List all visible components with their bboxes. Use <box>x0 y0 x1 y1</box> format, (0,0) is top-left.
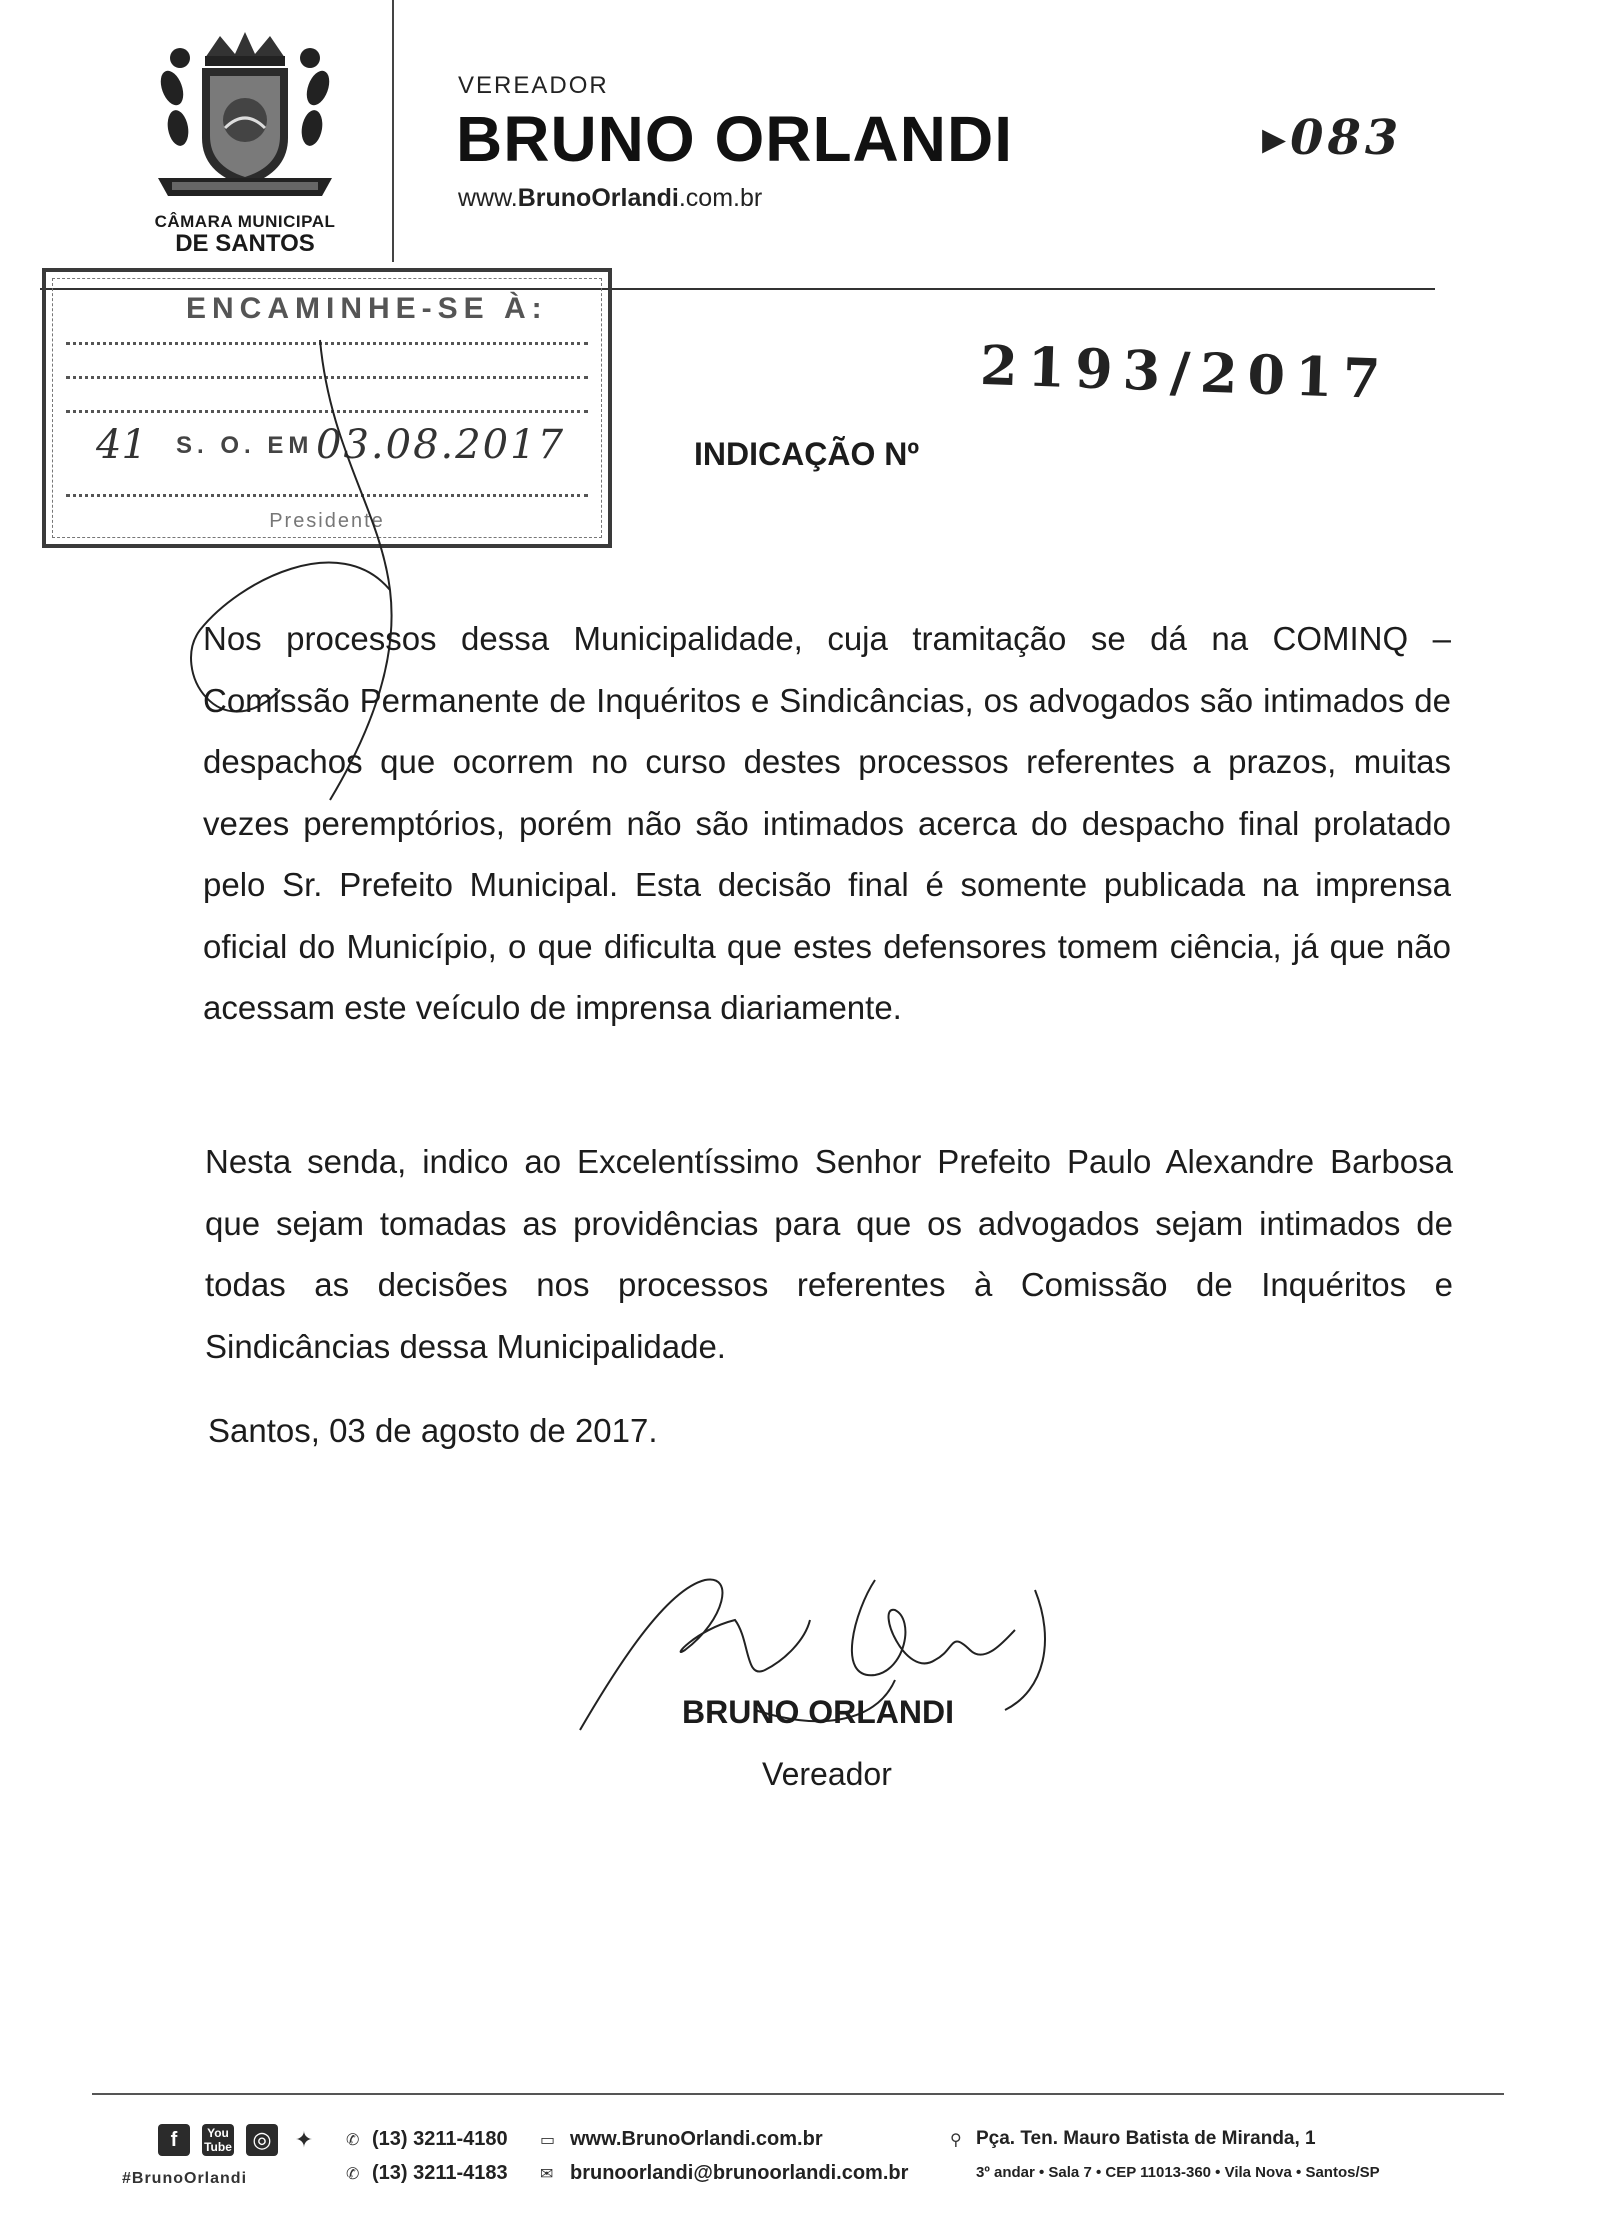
chamber-name-line2: DE SANTOS <box>175 230 315 257</box>
role-label: VEREADOR <box>458 72 609 99</box>
footer-website[interactable]: www.BrunoOrlandi.com.br <box>570 2128 823 2150</box>
footer-address-line2: 3º andar • Sala 7 • CEP 11013-360 • Vila Nova • Santos/SP <box>976 2164 1380 2181</box>
site-prefix: www. <box>458 184 518 212</box>
chamber-crest-logo <box>150 28 340 208</box>
site-suffix: .com.br <box>678 184 763 212</box>
footer-email[interactable]: brunoorlandi@brunoorlandi.com.br <box>570 2162 909 2184</box>
protocol-number: 083 <box>1290 110 1403 166</box>
header-website <box>458 184 762 213</box>
stamp-session-date: 03.08.2017 <box>316 422 566 468</box>
location-pin-icon: ⚲ <box>950 2132 962 2149</box>
computer-icon: ▭ <box>540 2132 556 2149</box>
footer-address-line1: Pça. Ten. Mauro Batista de Miranda, 1 <box>976 2128 1316 2149</box>
councilor-name-title: BRUNO ORLANDI <box>456 103 1013 175</box>
body-paragraph-2: Nesta senda, indico ao Excelentíssimo Senhor Prefeito Paulo Alexandre Barbosa que sejam tomadas as providências para que os advogados sejam intimados de todas as decisões nos processos referentes à Comissão de Inquéritos e Sindicâncias dessa Municipalidade. <box>205 1143 1453 1365</box>
twitter-icon[interactable]: ✦ <box>294 2127 314 2152</box>
phone-icon: ✆ <box>346 2132 360 2149</box>
site-brand: BrunoOrlandi <box>517 184 679 212</box>
footer-phone-1[interactable]: (13) 3211-4180 <box>372 2128 508 2150</box>
footer-hashtag: #BrunoOrlandi <box>122 2170 248 2187</box>
phone-icon: ✆ <box>346 2166 360 2183</box>
facebook-icon[interactable]: f <box>158 2124 190 2156</box>
chamber-name-line1: CÂMARA MUNICIPAL <box>154 212 336 231</box>
body-paragraph-1: Nos processos dessa Municipalidade, cuja tramitação se dá na COMINQ – Comissão Permanente de Inquéritos e Sindicâncias, os advogados são intimados de despachos que ocorrem no curso destes processos referentes a prazos, muitas vezes peremptórios, porém não são intimados acerca do despacho final prolatado pelo Sr. Prefeito Municipal. Esta decisão final é somente publicada na imprensa oficial do Município, o que dificulta que estes defensores tomem ciência, já que não acessam este veículo de imprensa diariamente. <box>203 620 1451 1026</box>
footer-rule <box>92 2093 1504 2095</box>
stamp-session-label: S. O. EM <box>176 432 314 459</box>
stamp-heading: ENCAMINHE-SE À: <box>186 292 548 325</box>
protocol-stamp-number <box>1262 110 1402 166</box>
indication-label: INDICAÇÃO Nº <box>694 436 920 472</box>
stamp-footer: Presidente <box>269 510 385 532</box>
signer-role: Vereador <box>762 1756 892 1792</box>
instagram-icon[interactable]: ◎ <box>246 2124 278 2156</box>
stamp-arrow: ▸ <box>1262 110 1291 166</box>
email-icon: ✉ <box>540 2166 554 2183</box>
stamp-session-number: 41 <box>96 422 147 468</box>
date-line: Santos, 03 de agosto de 2017. <box>208 1412 658 1449</box>
indication-number-stamp: 2193/2017 <box>979 332 1392 412</box>
footer-phone-2[interactable]: (13) 3211-4183 <box>372 2162 508 2184</box>
youtube-icon[interactable]: You Tube <box>202 2124 234 2156</box>
header-divider <box>392 0 394 262</box>
signer-name: BRUNO ORLANDI <box>682 1694 954 1730</box>
